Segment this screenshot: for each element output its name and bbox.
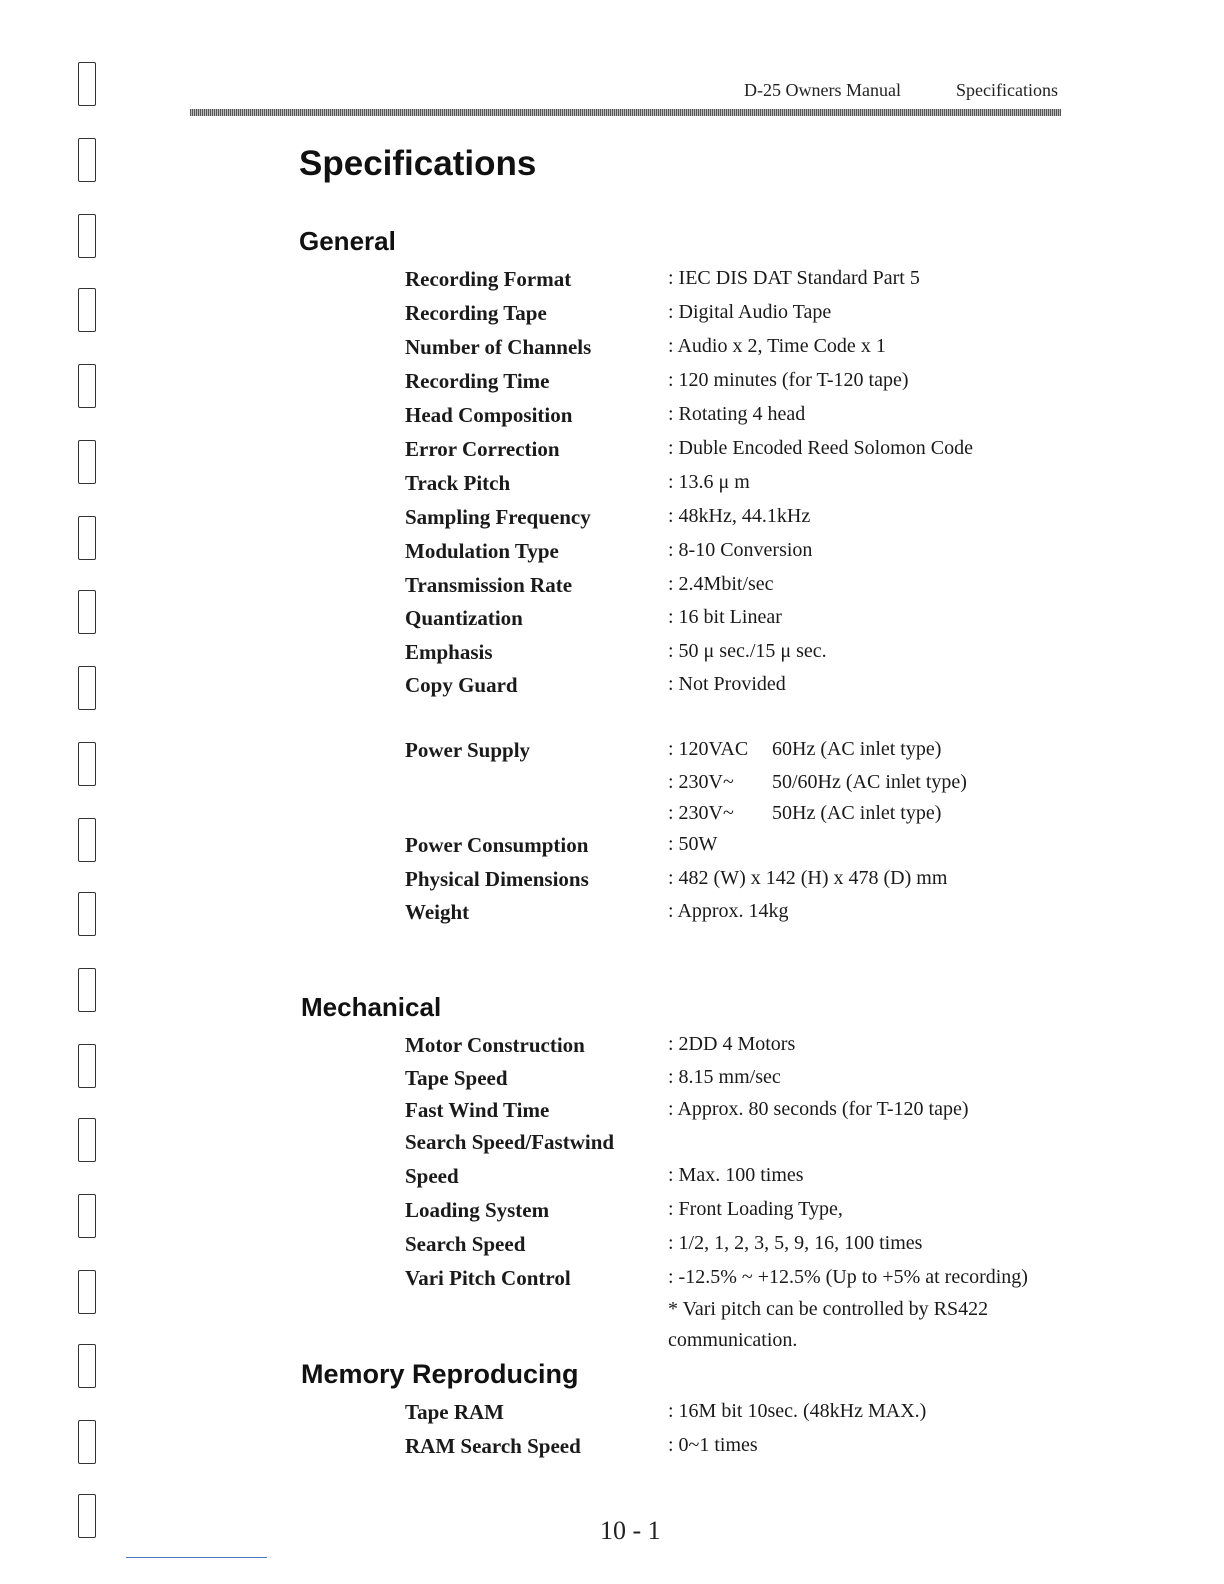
spec-row [0, 1400, 1224, 1430]
spec-label: Tape Speed [405, 1066, 508, 1090]
spec-value: : Audio x 2, Time Code x 1 [668, 335, 886, 357]
spec-row [0, 833, 1224, 863]
section-heading-memory: Memory Reproducing [301, 1359, 579, 1389]
spec-label: Power Supply [405, 738, 531, 762]
spec-row [0, 673, 1224, 703]
spec-label: Power Consumption [405, 833, 589, 857]
header-rule [190, 109, 1061, 116]
spec-value: : 50W [668, 833, 718, 855]
spec-value: : 16 bit Linear [668, 606, 782, 628]
spec-row [0, 1130, 1224, 1160]
binder-hole [78, 214, 96, 258]
power-voltage: : 120VAC [668, 738, 749, 760]
spec-value: : IEC DIS DAT Standard Part 5 [668, 267, 920, 289]
binder-hole [78, 138, 96, 182]
spec-value: : Duble Encoded Reed Solomon Code [668, 437, 973, 459]
spec-value: : Front Loading Type, [668, 1198, 843, 1220]
spec-value: : Max. 100 times [668, 1164, 804, 1186]
spec-label: Physical Dimensions [405, 867, 589, 891]
power-voltage: : 230V~ [668, 771, 734, 793]
spec-value: : 16M bit 10sec. (48kHz MAX.) [668, 1400, 927, 1422]
spec-label: Track Pitch [405, 471, 511, 495]
binder-hole [78, 1494, 96, 1538]
spec-row [0, 1266, 1224, 1296]
spec-row [0, 1066, 1224, 1096]
spec-label: Fast Wind Time [405, 1098, 550, 1122]
spec-row [0, 1033, 1224, 1063]
spec-row-power-supply [0, 738, 1224, 768]
spec-label: Loading System [405, 1198, 550, 1222]
spec-row [0, 640, 1224, 670]
spec-label: Quantization [405, 606, 523, 630]
binder-hole [78, 1344, 96, 1388]
power-frequency: 50/60Hz (AC inlet type) [772, 771, 967, 793]
spec-value: : -12.5% ~ +12.5% (Up to +5% at recording) [668, 1266, 1028, 1288]
spec-row [0, 369, 1224, 399]
power-line [0, 771, 1224, 801]
spec-value: : 2.4Mbit/sec [668, 573, 774, 595]
spec-value: : 13.6 μ m [668, 471, 750, 493]
spec-label: RAM Search Speed [405, 1434, 581, 1458]
spec-label: Recording Format [405, 267, 572, 291]
spec-row [0, 867, 1224, 897]
spec-label: Search Speed [405, 1232, 526, 1256]
spec-row [0, 403, 1224, 433]
power-line [0, 802, 1224, 832]
spec-value: : Rotating 4 head [668, 403, 806, 425]
spec-row [0, 900, 1224, 930]
spec-value: : 120 minutes (for T-120 tape) [668, 369, 909, 391]
spec-row [0, 539, 1224, 569]
spec-row [0, 573, 1224, 603]
spec-row [0, 505, 1224, 535]
spec-label: Sampling Frequency [405, 505, 591, 529]
spec-row [0, 437, 1224, 467]
spec-value: : Not Provided [668, 673, 786, 695]
header-section-title: Specifications [956, 80, 1058, 100]
vari-pitch-note-line2: communication. [668, 1329, 798, 1351]
spec-label: Tape RAM [405, 1400, 504, 1424]
binder-hole [78, 62, 96, 106]
spec-row [0, 1198, 1224, 1228]
spec-value: : 1/2, 1, 2, 3, 5, 9, 16, 100 times [668, 1232, 923, 1254]
spec-label: Modulation Type [405, 539, 559, 563]
spec-label: Transmission Rate [405, 573, 573, 597]
spec-row [0, 267, 1224, 297]
spec-value: : 482 (W) x 142 (H) x 478 (D) mm [668, 867, 948, 889]
spec-label: Emphasis [405, 640, 493, 664]
spec-value: : 50 μ sec./15 μ sec. [668, 640, 827, 662]
spec-label: Vari Pitch Control [405, 1266, 571, 1290]
spec-label: Number of Channels [405, 335, 592, 359]
spec-value: : 8-10 Conversion [668, 539, 813, 561]
spec-row [0, 1098, 1224, 1128]
section-heading-general: General [299, 226, 396, 256]
spec-row [0, 335, 1224, 365]
page-number: 10 - 1 [600, 1516, 661, 1545]
power-frequency: 50Hz (AC inlet type) [772, 802, 942, 824]
spec-label: Copy Guard [405, 673, 518, 697]
spec-value: : Digital Audio Tape [668, 301, 832, 323]
spec-label: Recording Tape [405, 301, 547, 325]
power-frequency: 60Hz (AC inlet type) [772, 738, 942, 760]
spec-row [0, 471, 1224, 501]
spec-value: : 48kHz, 44.1kHz [668, 505, 811, 527]
spec-value: : 0~1 times [668, 1434, 758, 1456]
section-heading-mechanical: Mechanical [301, 992, 442, 1022]
spec-row [0, 1232, 1224, 1262]
spec-value: : Approx. 14kg [668, 900, 789, 922]
header-manual-title: D-25 Owners Manual [744, 80, 901, 100]
power-voltage: : 230V~ [668, 802, 734, 824]
spec-label: Error Correction [405, 437, 560, 461]
spec-row [0, 301, 1224, 331]
spec-row [0, 1164, 1224, 1194]
spec-row [0, 1434, 1224, 1464]
spec-label: Recording Time [405, 369, 550, 393]
binder-hole [78, 968, 96, 1012]
spec-row [0, 606, 1224, 636]
page-title: Specifications [299, 144, 537, 183]
bottom-divider [126, 1557, 267, 1558]
spec-label: Motor Construction [405, 1033, 585, 1057]
vari-pitch-note-line1: * Vari pitch can be controlled by RS422 [668, 1298, 989, 1320]
spec-label: Search Speed/Fastwind [405, 1130, 615, 1154]
spec-label: Speed [405, 1164, 459, 1188]
spec-value: : 2DD 4 Motors [668, 1033, 796, 1055]
spec-value: : Approx. 80 seconds (for T-120 tape) [668, 1098, 969, 1120]
spec-label: Head Composition [405, 403, 573, 427]
spec-label: Weight [405, 900, 470, 924]
spec-value: : 8.15 mm/sec [668, 1066, 781, 1088]
